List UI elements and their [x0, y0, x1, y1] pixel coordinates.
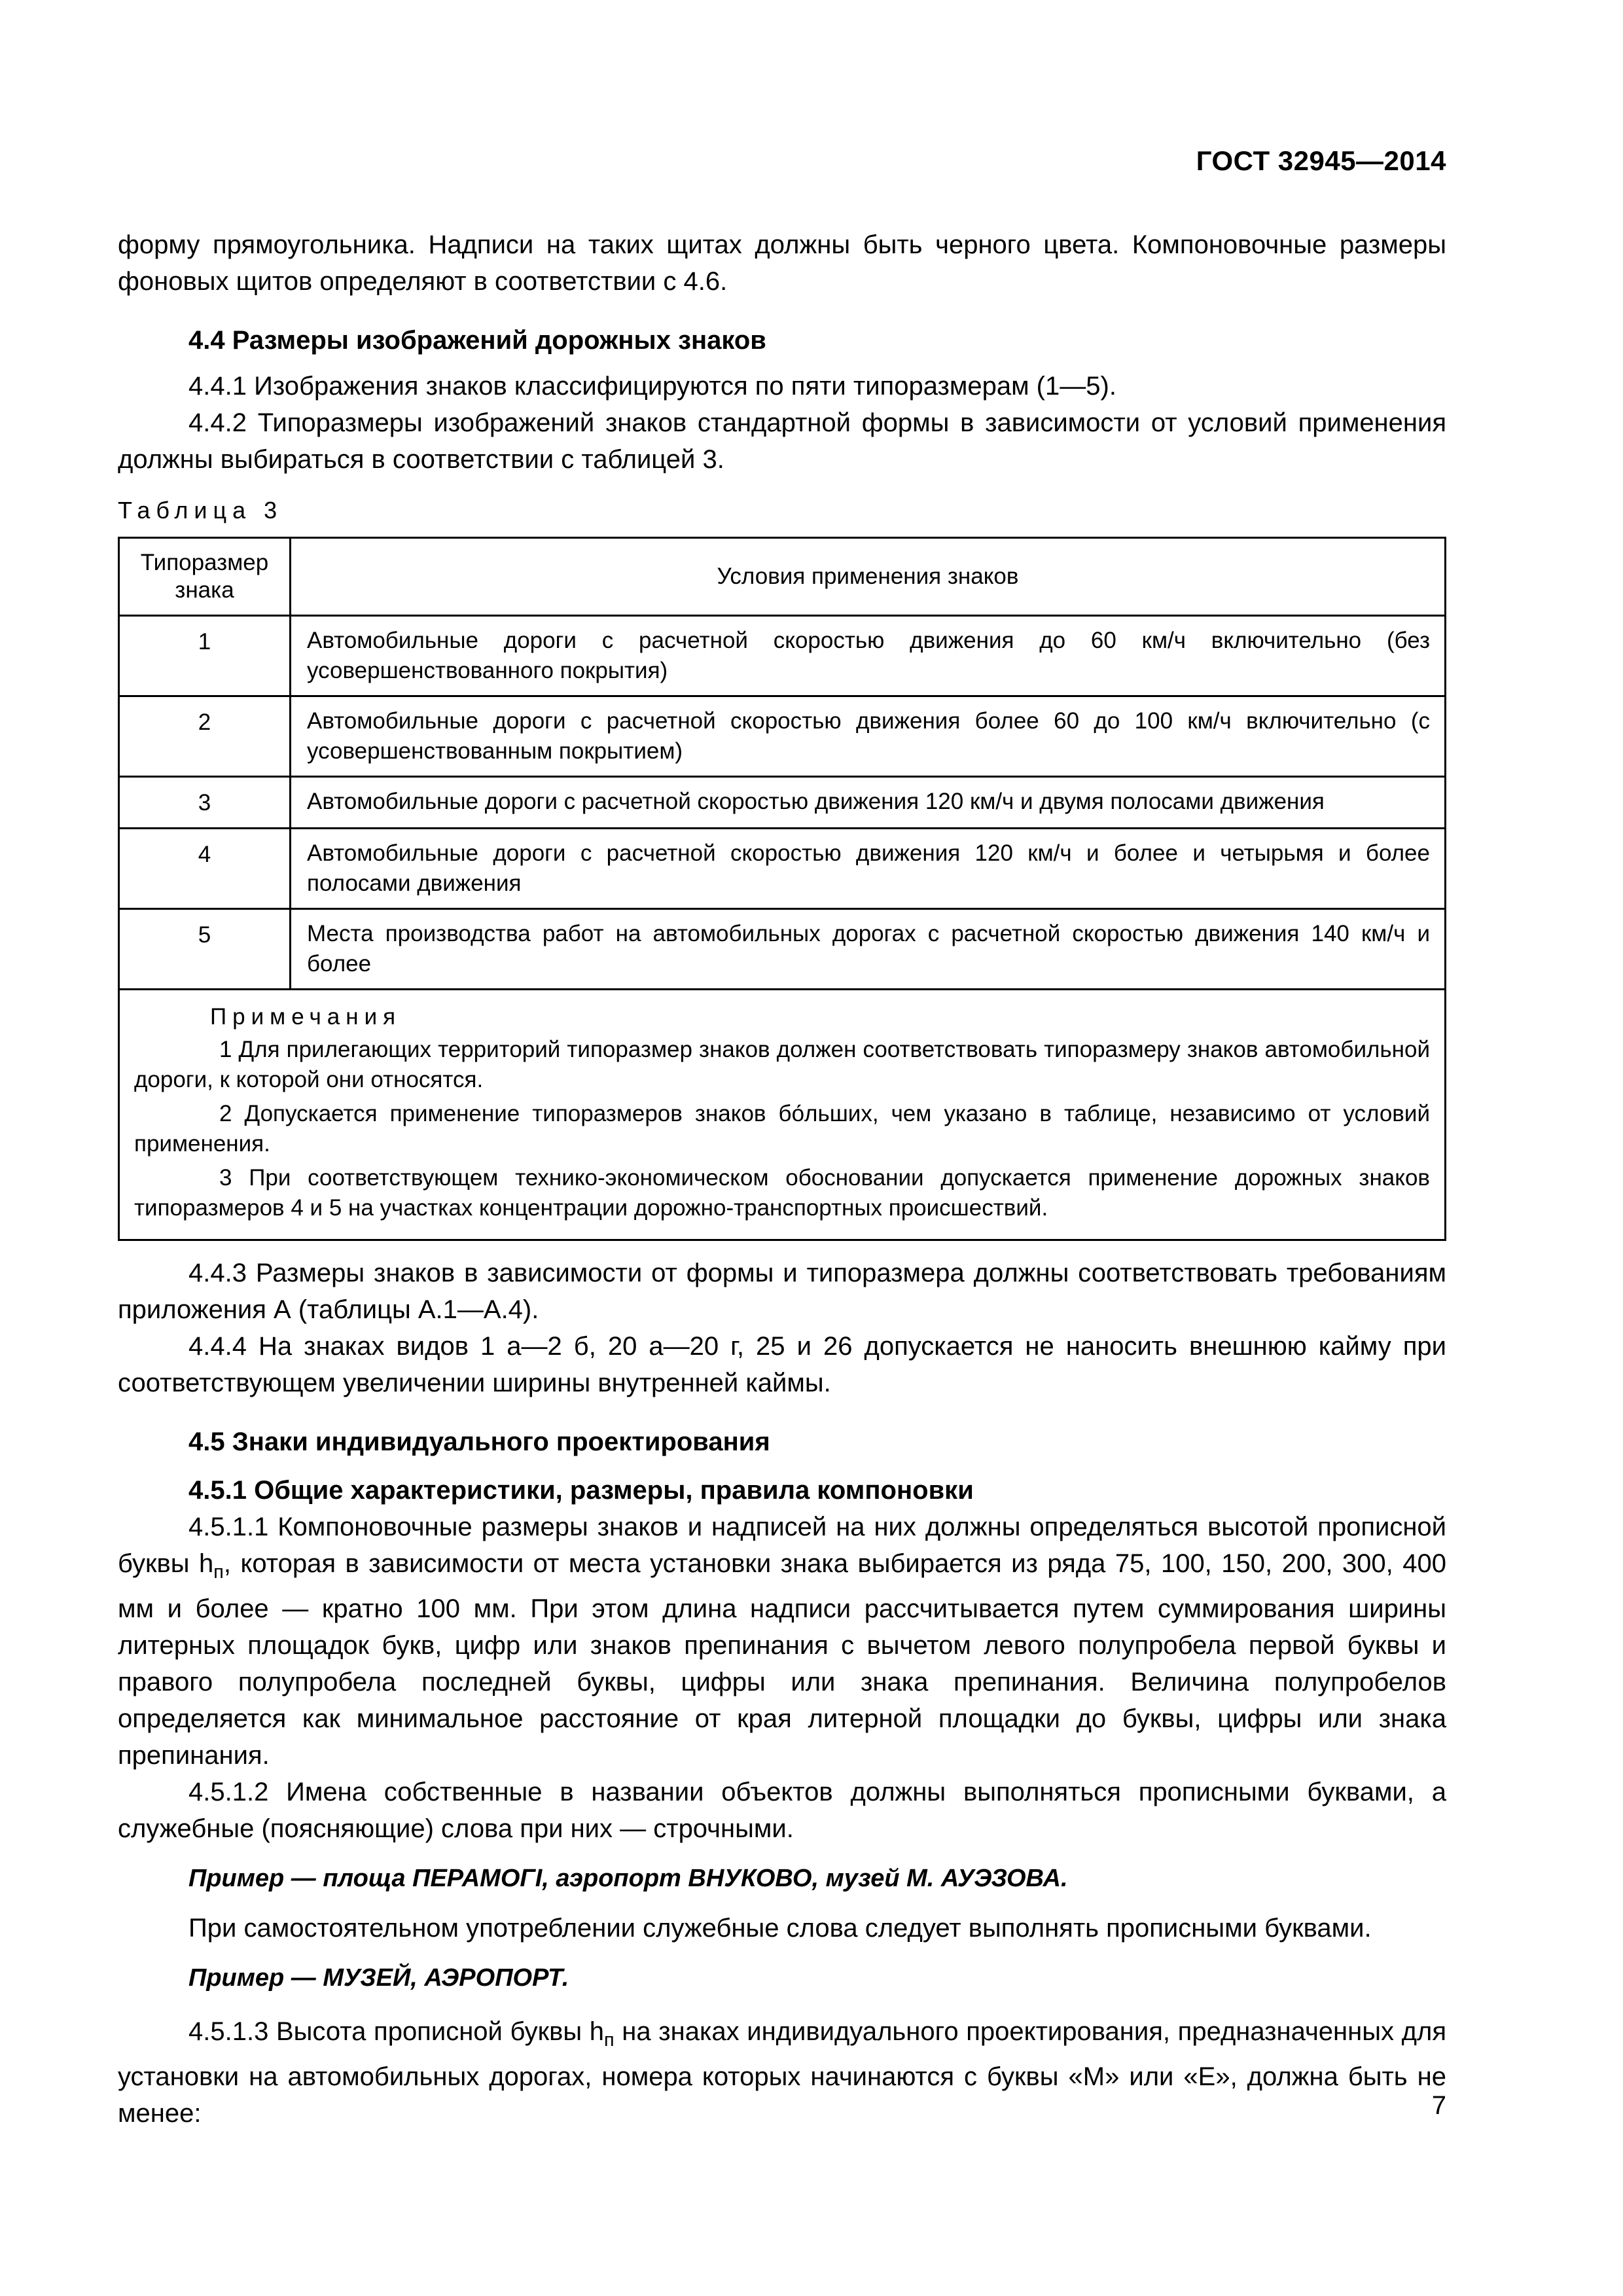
example-1: Пример — площа ПЕРАМОГІ, аэропорт ВНУКОВО, музей М. АУЭЗОВА. — [188, 1865, 1068, 1893]
paragraph-4-5-1-1 — [118, 1509, 1446, 1774]
table-header-size: Типоразмер знака — [119, 538, 291, 616]
subscript: п — [213, 1562, 224, 1583]
table-row — [119, 909, 1446, 990]
paragraph-4-5-1-3 — [118, 2013, 1446, 2132]
table-row — [119, 777, 1446, 829]
table-3-block — [118, 492, 1446, 1241]
paragraph-4-4-2: 4.4.2 Типоразмеры изображений знаков стандартной формы в зависимости от условий применения должны выбираться в соответствии с таблицей 3. — [118, 408, 1446, 474]
subscript: п — [604, 2030, 615, 2051]
table-row — [119, 696, 1446, 777]
section-4-5-heading: 4.5 Знаки индивидуального проектирования — [188, 1427, 770, 1456]
table-notes — [119, 990, 1446, 1240]
page-number: 7 — [1431, 2091, 1446, 2120]
paragraph-text: , которая в зависимости от места установки знака выбирается из ряда 75, 100, 150, 200, 300, 400 мм и более — кратно 100 мм. При этом длина надписи рассчитывается путем суммирования ширины литерных площадок букв, цифр или знаков препинания с вычетом левого полупробела первой буквы и правого полупробела последней буквы, цифры или знака препинания. Величина полупробелов определяется как минимальное расстояние от края литерной площадки до буквы, цифры или знака препинания. — [118, 1549, 1446, 1770]
table-cell-condition: Автомобильные дороги с расчетной скоростью движения до 60 км/ч включительно (без усовершенствованного покрытия) — [291, 616, 1446, 696]
section-4-4-heading: 4.4 Размеры изображений дорожных знаков — [188, 326, 766, 355]
table-cell-condition: Автомобильные дороги с расчетной скоростью движения более 60 до 100 км/ч включительно (с усовершенствованным покрытием) — [291, 696, 1446, 777]
paragraph-text: 4.5.1.1 Компоновочные размеры знаков и надписей на них должны определяться высотой прописной буквы h — [118, 1513, 1446, 1578]
table-caption: Таблица 3 — [118, 497, 283, 524]
table-cell-condition: Автомобильные дороги с расчетной скоростью движения 120 км/ч и двумя полосами движения — [291, 777, 1446, 829]
note-item: 2 Допускается применение типоразмеров знаков бо́льших, чем указано в таблице, независимо от условий применения. — [134, 1101, 1430, 1157]
document-page — [118, 0, 1446, 2296]
paragraph-4-4-4: 4.4.4 На знаках видов 1 а—2 б, 20 а—20 г, 25 и 26 допускается не наносить внешнюю кайму при соответствующем увеличении ширины внутренней каймы. — [118, 1332, 1446, 1397]
table-cell-size: 3 — [119, 777, 291, 829]
content-top — [118, 226, 1446, 478]
table-cell-size: 4 — [119, 829, 291, 909]
section-4-5-1-heading: 4.5.1 Общие характеристики, размеры, правила компоновки — [188, 1476, 974, 1505]
paragraph-text: на знаках индивидуального проектирования, предназначенных для установки на автомобильных дорогах, номера которых начинаются с буквы «М» или «Е», должна быть не менее: — [118, 2017, 1446, 2128]
table-header-row — [119, 538, 1446, 616]
content-bottom — [118, 1255, 1446, 2132]
note-item: 1 Для прилегающих территорий типоразмер знаков должен соответствовать типоразмеру знаков автомобильной дороги, к которой они относятся. — [134, 1037, 1430, 1092]
note-item: 3 При соответствующем технико-экономическом обосновании допускается применение дорожных знаков типоразмеров 4 и 5 на участках концентрации дорожно-транспортных происшествий. — [134, 1165, 1430, 1221]
document-header-code: ГОСТ 32945—2014 — [1196, 145, 1446, 176]
paragraph-service-words: При самостоятельном употреблении служебные слова следует выполнять прописными буквами. — [188, 1914, 1372, 1943]
paragraph-4-4-3: 4.4.3 Размеры знаков в зависимости от формы и типоразмера должны соответствовать требованиям приложения А (таблицы А.1—А.4). — [118, 1259, 1446, 1324]
table-cell-condition: Автомобильные дороги с расчетной скоростью движения 120 км/ч и более и четырьмя и более полосами движения — [291, 829, 1446, 909]
paragraph-4-4-1: 4.4.1 Изображения знаков классифицируются по пяти типоразмерам (1—5). — [188, 372, 1116, 401]
table-3 — [118, 537, 1446, 1241]
table-row — [119, 829, 1446, 909]
example-2: Пример — МУЗЕЙ, АЭРОПОРТ. — [188, 1964, 569, 1992]
table-notes-row — [119, 990, 1446, 1240]
table-row — [119, 616, 1446, 696]
table-cell-condition: Места производства работ на автомобильных дорогах с расчетной скоростью движения 140 км/ч и более — [291, 909, 1446, 990]
table-cell-size: 1 — [119, 616, 291, 696]
paragraph-text: 4.5.1.3 Высота прописной буквы h — [188, 2017, 604, 2047]
table-cell-size: 2 — [119, 696, 291, 777]
intro-paragraph: форму прямоугольника. Надписи на таких щитах должны быть черного цвета. Компоновочные размеры фоновых щитов определяют в соответствии с 4.6. — [118, 230, 1446, 296]
table-cell-size: 5 — [119, 909, 291, 990]
paragraph-4-5-1-2: 4.5.1.2 Имена собственные в названии объектов должны выполняться прописными буквами, а служебные (поясняющие) слова при них — строчными. — [118, 1778, 1446, 1844]
table-header-condition: Условия применения знаков — [291, 538, 1446, 616]
notes-title: Примечания — [210, 1004, 402, 1030]
